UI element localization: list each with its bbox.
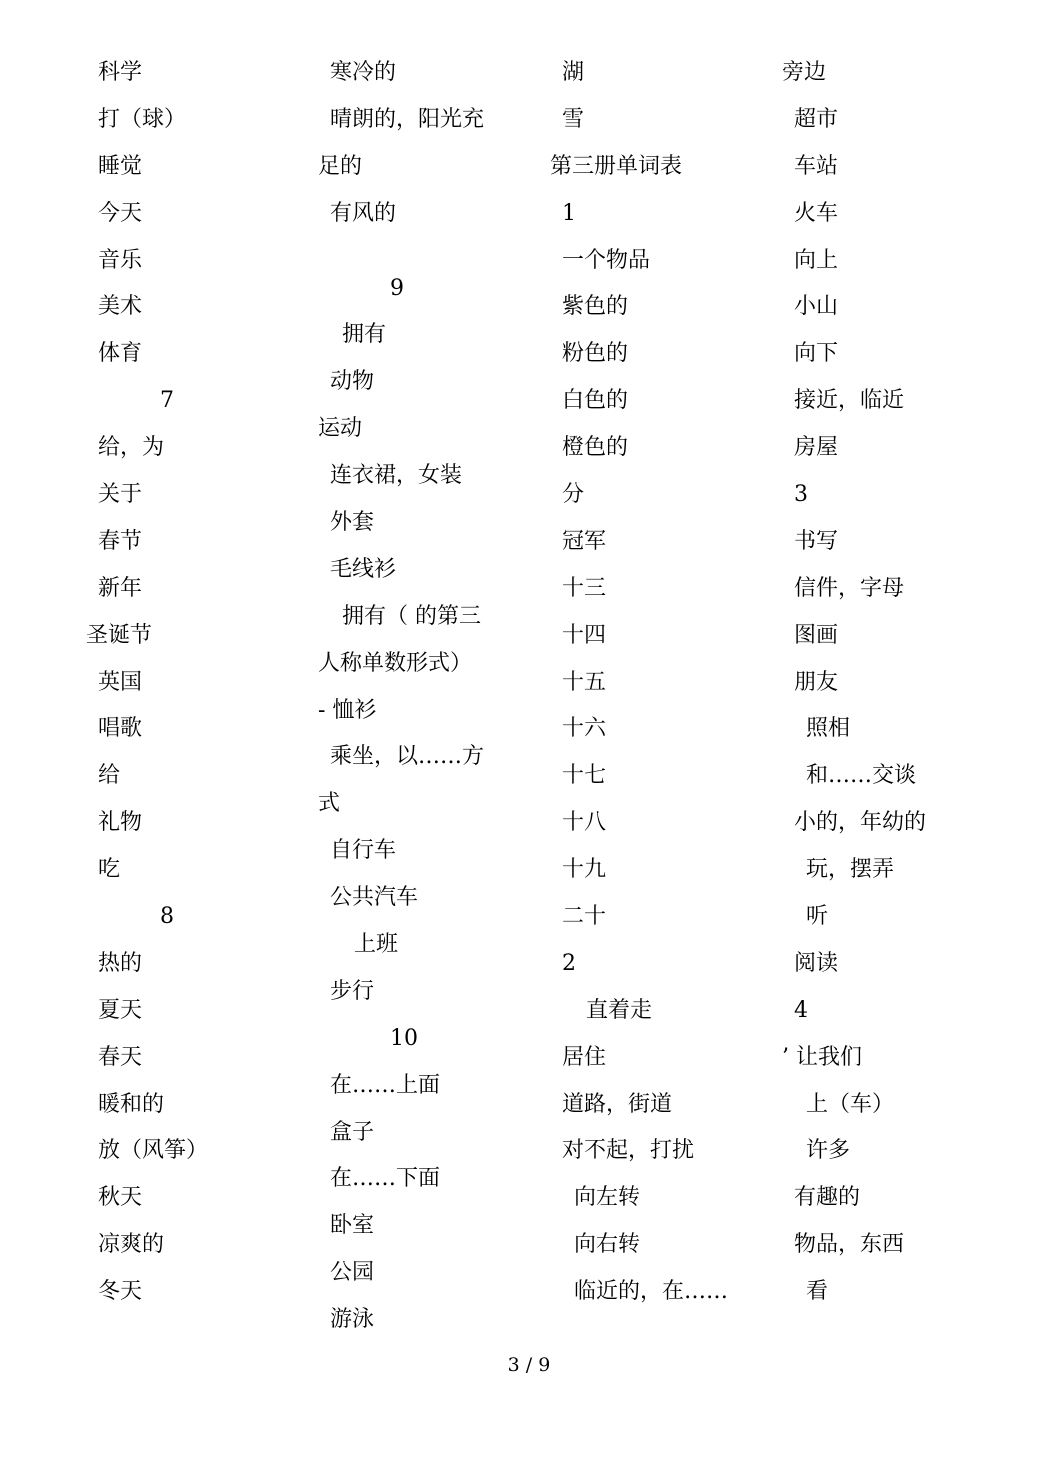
vocab-entry: 向上 — [794, 247, 839, 273]
vocab-entry: 打（球） — [98, 106, 187, 132]
vocab-entry: 体育 — [98, 341, 143, 367]
vocab-entry: 紫色的 — [562, 294, 629, 320]
vocab-entry: 公共汽车 — [330, 885, 419, 911]
vocab-entry: 小山 — [794, 294, 839, 320]
vocab-entry: 白色的 — [562, 388, 629, 414]
vocab-entry: 连衣裙，女装 — [330, 463, 463, 489]
vocab-entry: 英国 — [98, 669, 143, 695]
vocab-entry: 玩，摆弄 — [806, 857, 895, 883]
vocab-entry: 信件，字母 — [794, 575, 905, 601]
vocab-entry: 公园 — [330, 1260, 375, 1286]
vocab-entry: 暖和的 — [98, 1091, 165, 1117]
vocab-entry: 人称单数形式） — [318, 650, 473, 676]
unit-number: 1 — [562, 200, 576, 226]
vocab-entry: 礼物 — [98, 810, 143, 836]
vocab-entry: 朋友 — [794, 669, 839, 695]
vocab-entry: 新年 — [98, 575, 143, 601]
vocab-entry: 睡觉 — [98, 153, 143, 179]
vocab-entry: 书写 — [794, 528, 839, 554]
vocab-entry: 车站 — [794, 153, 839, 179]
page-number: 3 / 9 — [507, 1354, 551, 1376]
vocab-entry: 热的 — [98, 950, 143, 976]
vocab-entry: 和……交谈 — [806, 763, 917, 789]
vocab-entry: 在……下面 — [330, 1166, 441, 1192]
vocab-entry: 照相 — [806, 716, 851, 742]
vocab-entry: 向右转 — [574, 1232, 641, 1258]
vocab-entry: 上班 — [354, 932, 399, 958]
vocab-entry: 拥有 — [342, 322, 387, 348]
vocab-entry: 冠军 — [562, 528, 607, 554]
vocab-entry: 给，为 — [98, 435, 165, 461]
vocab-entry: 超市 — [794, 106, 839, 132]
vocab-entry: - 恤衫 — [318, 697, 377, 723]
vocab-entry: 足的 — [318, 153, 363, 179]
vocab-entry: 冬天 — [98, 1279, 143, 1305]
vocab-entry: 图画 — [794, 622, 839, 648]
vocab-entry: 在……上面 — [330, 1072, 441, 1098]
vocab-column-1 — [86, 56, 326, 1322]
vocab-entry: 给 — [98, 763, 121, 789]
vocab-entry: 放（风筝） — [98, 1138, 209, 1164]
vocab-entry: 火车 — [794, 200, 839, 226]
vocab-entry: 许多 — [806, 1138, 851, 1164]
vocab-entry: 乘坐，以……方 — [330, 744, 485, 770]
vocab-column-4 — [782, 56, 1022, 1322]
vocab-entry: 对不起，打扰 — [562, 1138, 695, 1164]
vocab-entry: 音乐 — [98, 247, 143, 273]
vocab-entry: 拥有（ 的第三 — [342, 603, 481, 629]
blank-line — [318, 244, 558, 272]
unit-number: 7 — [160, 388, 174, 414]
vocab-entry: 有风的 — [330, 200, 397, 226]
vocab-entry: 盒子 — [330, 1119, 375, 1145]
vocab-entry: 吃 — [98, 857, 121, 883]
vocab-entry: 居住 — [562, 1044, 607, 1070]
vocab-entry: 临近的，在…… — [574, 1279, 729, 1305]
vocab-entry: 雪 — [562, 106, 585, 132]
vocab-entry: 接近，临近 — [794, 388, 905, 414]
vocab-entry: 旁边 — [782, 60, 827, 85]
vocab-entry: 式 — [318, 791, 341, 817]
vocab-entry: 凉爽的 — [98, 1232, 165, 1258]
vocab-entry: 动物 — [330, 369, 375, 395]
vocab-entry: 春天 — [98, 1044, 143, 1070]
vocab-entry: 外套 — [330, 510, 375, 536]
vocab-entry: 听 — [806, 904, 829, 930]
vocab-entry: 十七 — [562, 763, 607, 789]
vocab-entry: 卧室 — [330, 1213, 375, 1239]
vocab-entry: 小的，年幼的 — [794, 810, 927, 836]
unit-number: 9 — [390, 275, 404, 301]
vocab-entry: 圣诞节 — [86, 622, 153, 648]
vocab-entry: 分 — [562, 482, 585, 508]
vocab-entry: 向左转 — [574, 1185, 641, 1211]
vocab-entry: 秋天 — [98, 1185, 143, 1211]
vocab-column-2 — [318, 56, 558, 1350]
vocab-entry: 房屋 — [794, 435, 839, 461]
vocab-entry: 湖 — [562, 60, 585, 85]
vocab-entry: 阅读 — [794, 950, 839, 976]
vocab-entry: 看 — [806, 1279, 829, 1305]
vocab-entry: 橙色的 — [562, 435, 629, 461]
vocab-entry: 夏天 — [98, 997, 143, 1023]
vocab-entry: 十六 — [562, 716, 607, 742]
vocab-entry: 粉色的 — [562, 341, 629, 367]
vocab-entry: 关于 — [98, 482, 143, 508]
unit-number: 10 — [390, 1025, 418, 1051]
vocab-entry: 第三册单词表 — [550, 153, 683, 179]
vocab-column-3 — [550, 56, 790, 1322]
vocab-entry: 二十 — [562, 904, 607, 930]
vocab-entry: 一个物品 — [562, 247, 651, 273]
unit-number: 3 — [794, 482, 808, 508]
vocab-entry: 十五 — [562, 669, 607, 695]
vocab-entry: 有趣的 — [794, 1185, 861, 1211]
vocab-entry: 十八 — [562, 810, 607, 836]
vocab-entry: ’ 让我们 — [782, 1044, 862, 1070]
vocab-entry: 今天 — [98, 200, 143, 226]
vocab-entry: 步行 — [330, 978, 375, 1004]
vocab-entry: 寒冷的 — [330, 60, 397, 85]
vocab-entry: 直着走 — [586, 997, 653, 1023]
vocab-entry: 毛线衫 — [330, 556, 397, 582]
vocab-entry: 上（车） — [806, 1091, 895, 1117]
vocab-entry: 物品，东西 — [794, 1232, 905, 1258]
vocab-entry: 春节 — [98, 528, 143, 554]
vocab-entry: 科学 — [98, 60, 143, 85]
vocab-entry: 十九 — [562, 857, 607, 883]
vocab-entry: 晴朗的，阳光充 — [330, 106, 485, 132]
vocab-entry: 唱歌 — [98, 716, 143, 742]
vocab-entry: 道路，街道 — [562, 1091, 673, 1117]
unit-number: 2 — [562, 950, 576, 976]
vocab-entry: 美术 — [98, 294, 143, 320]
vocab-entry: 游泳 — [330, 1307, 375, 1333]
vocab-entry: 十三 — [562, 575, 607, 601]
vocab-entry: 自行车 — [330, 838, 397, 864]
vocab-entry: 运动 — [318, 416, 363, 442]
vocab-entry: 十四 — [562, 622, 607, 648]
unit-number: 4 — [794, 997, 808, 1023]
unit-number: 8 — [160, 904, 174, 930]
vocab-entry: 向下 — [794, 341, 839, 367]
